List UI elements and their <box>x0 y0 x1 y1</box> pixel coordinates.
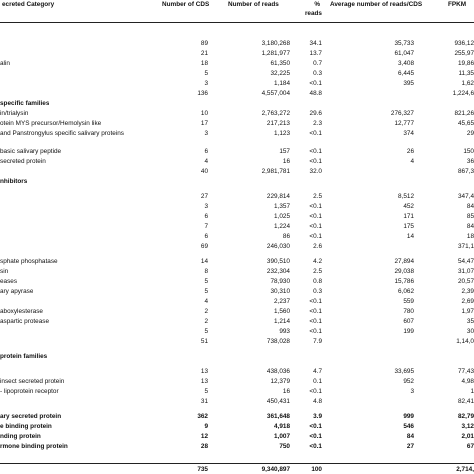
row-fpkm: 19,86 <box>458 60 474 67</box>
row-fpkm: 29 <box>466 130 474 137</box>
table-row <box>0 193 474 201</box>
row-number-of-cds: 31 <box>200 398 208 405</box>
row-average-reads: 3 <box>410 388 414 395</box>
row-category: eases <box>0 278 18 285</box>
row-number-of-reads: 16 <box>282 388 290 395</box>
header-number-of-reads: Number of reads <box>228 1 279 8</box>
row-category: - lipoprotein receptor <box>0 388 59 395</box>
row-number-of-cds: 735 <box>197 466 208 473</box>
row-number-of-reads: 12,379 <box>270 378 290 385</box>
table-row <box>0 338 474 346</box>
row-fpkm: 1,14,0 <box>456 338 474 345</box>
row-number-of-reads: 361,648 <box>266 413 290 420</box>
row-number-of-reads: 217,213 <box>266 120 290 127</box>
row-percent-reads: 2.5 <box>313 268 322 275</box>
row-number-of-cds: 2 <box>204 318 208 325</box>
row-average-reads: 607 <box>403 318 414 325</box>
table-row <box>0 168 474 176</box>
header-percent-sign: % <box>314 1 320 8</box>
row-category: specific families <box>0 100 50 107</box>
row-average-reads: 4 <box>410 158 414 165</box>
row-fpkm: 31,07 <box>458 268 474 275</box>
row-number-of-cds: 362 <box>197 413 208 420</box>
row-percent-reads: 4.2 <box>313 258 322 265</box>
row-number-of-cds: 5 <box>204 288 208 295</box>
row-category: otein MYS precursor/Hemolysin like <box>0 120 102 127</box>
row-average-reads: 27 <box>406 443 414 450</box>
row-number-of-cds: 3 <box>204 203 208 210</box>
row-average-reads: 199 <box>403 328 414 335</box>
row-number-of-cds: 14 <box>200 258 208 265</box>
row-number-of-reads: 1,560 <box>274 308 290 315</box>
row-number-of-cds: 69 <box>200 243 208 250</box>
row-category: basic salivary peptide <box>0 148 62 155</box>
row-category: ary secreted protein <box>0 413 62 420</box>
row-number-of-reads: 16 <box>282 158 290 165</box>
row-percent-reads: 4.8 <box>313 398 322 405</box>
total-rule <box>0 463 474 464</box>
row-average-reads: 780 <box>403 308 414 315</box>
row-number-of-cds: 18 <box>200 60 208 67</box>
row-fpkm: 45,65 <box>458 120 474 127</box>
row-percent-reads: <0.1 <box>309 388 322 395</box>
row-fpkm: 35 <box>466 318 474 325</box>
header-category: ecreted Category <box>2 1 55 8</box>
row-number-of-cds: 21 <box>200 50 208 57</box>
table-row <box>0 258 474 266</box>
row-number-of-reads: 993 <box>279 328 290 335</box>
row-fpkm: 2,714, <box>456 466 474 473</box>
row-percent-reads: 3.9 <box>313 413 322 420</box>
table-row <box>0 223 474 231</box>
row-number-of-reads: 232,304 <box>266 268 290 275</box>
row-fpkm: 85 <box>466 213 474 220</box>
row-number-of-reads: 1,184 <box>274 80 290 87</box>
row-percent-reads: 13.7 <box>309 50 322 57</box>
row-number-of-reads: 61,350 <box>270 60 290 67</box>
table-row <box>0 158 474 166</box>
row-number-of-cds: 51 <box>200 338 208 345</box>
row-average-reads: 3,408 <box>398 60 414 67</box>
table-row <box>0 120 474 128</box>
row-fpkm: 11,35 <box>458 70 474 77</box>
row-fpkm: 20,57 <box>458 278 474 285</box>
row-average-reads: 999 <box>403 413 414 420</box>
row-fpkm: 1,62 <box>461 80 474 87</box>
table-row <box>0 413 474 421</box>
table-row <box>0 100 474 108</box>
row-number-of-cds: 4 <box>204 158 208 165</box>
row-category: e binding protein <box>0 423 52 430</box>
table-row <box>0 353 474 361</box>
row-fpkm: 867,3 <box>458 168 474 175</box>
table-row <box>0 80 474 88</box>
table-row <box>0 433 474 441</box>
row-percent-reads: <0.1 <box>309 80 322 87</box>
row-percent-reads: 100 <box>311 466 322 473</box>
row-category: ary apyrase <box>0 288 34 295</box>
row-number-of-reads: 1,123 <box>274 130 290 137</box>
row-percent-reads: <0.1 <box>309 328 322 335</box>
row-percent-reads: 0.7 <box>313 60 322 67</box>
row-average-reads: 12,777 <box>394 120 414 127</box>
row-category: aboxylesterase <box>0 308 43 315</box>
row-average-reads: 29,038 <box>394 268 414 275</box>
table-row <box>0 443 474 451</box>
header-percent-reads: reads <box>304 10 322 17</box>
row-fpkm: 84 <box>466 203 474 210</box>
row-category: insect secreted protein <box>0 378 65 385</box>
row-number-of-cds: 13 <box>200 378 208 385</box>
row-number-of-cds: 7 <box>204 223 208 230</box>
row-fpkm: 18 <box>466 233 474 240</box>
row-percent-reads: <0.1 <box>309 308 322 315</box>
row-percent-reads: 0.1 <box>313 378 322 385</box>
row-fpkm: 150 <box>463 148 474 155</box>
row-number-of-reads: 1,007 <box>274 433 290 440</box>
row-category: secreted protein <box>0 158 46 165</box>
row-number-of-cds: 12 <box>200 433 208 440</box>
row-category: nding protein <box>0 433 41 440</box>
row-average-reads: 15,786 <box>394 278 414 285</box>
row-percent-reads: <0.1 <box>309 298 322 305</box>
header-number-of-cds: Number of CDS <box>162 1 210 8</box>
row-average-reads: 35,733 <box>394 40 414 47</box>
row-number-of-reads: 1,281,977 <box>261 50 290 57</box>
row-percent-reads: <0.1 <box>309 318 322 325</box>
row-fpkm: 936,12 <box>454 40 474 47</box>
row-fpkm: 371,1 <box>458 243 474 250</box>
row-fpkm: 2,39 <box>461 288 474 295</box>
row-percent-reads: <0.1 <box>309 203 322 210</box>
row-fpkm: 82,41 <box>458 398 474 405</box>
table-row <box>0 398 474 406</box>
row-number-of-cds: 136 <box>197 90 208 97</box>
row-category: sin <box>0 268 9 275</box>
row-number-of-reads: 229,814 <box>266 193 290 200</box>
row-average-reads: 559 <box>403 298 414 305</box>
table-row <box>0 423 474 431</box>
row-number-of-reads: 438,036 <box>266 368 290 375</box>
row-number-of-cds: 6 <box>204 148 208 155</box>
row-percent-reads: <0.1 <box>309 130 322 137</box>
row-percent-reads: 2.5 <box>313 193 322 200</box>
row-fpkm: 77,43 <box>458 368 474 375</box>
row-average-reads: 171 <box>403 213 414 220</box>
row-number-of-cds: 3 <box>204 130 208 137</box>
row-category: nhibitors <box>0 178 28 185</box>
row-fpkm: 1 <box>470 388 474 395</box>
row-percent-reads: 7.9 <box>313 338 322 345</box>
row-number-of-cds: 13 <box>200 368 208 375</box>
row-fpkm: 1,224,6 <box>452 90 474 97</box>
row-percent-reads: 32.0 <box>309 168 322 175</box>
header-fpkm: FPKM <box>448 1 467 8</box>
table-row <box>0 318 474 326</box>
row-number-of-cds: 6 <box>204 233 208 240</box>
row-number-of-cds: 8 <box>204 268 208 275</box>
row-number-of-cds: 40 <box>200 168 208 175</box>
table-row <box>0 203 474 211</box>
row-percent-reads: 29.6 <box>309 110 322 117</box>
header-average-reads-per-cds: Average number of reads/CDS <box>330 1 423 8</box>
row-number-of-cds: 2 <box>204 308 208 315</box>
row-number-of-reads: 1,214 <box>274 318 290 325</box>
row-number-of-cds: 3 <box>204 80 208 87</box>
row-number-of-reads: 3,180,268 <box>261 40 290 47</box>
row-number-of-reads: 2,237 <box>274 298 290 305</box>
row-percent-reads: <0.1 <box>309 443 322 450</box>
row-average-reads: 276,327 <box>390 110 414 117</box>
row-fpkm: 30 <box>466 328 474 335</box>
row-number-of-reads: 9,340,897 <box>261 466 290 473</box>
row-number-of-reads: 1,025 <box>274 213 290 220</box>
row-number-of-reads: 32,225 <box>270 70 290 77</box>
header-rule <box>0 22 474 23</box>
row-number-of-reads: 4,918 <box>274 423 290 430</box>
row-average-reads: 452 <box>403 203 414 210</box>
row-number-of-reads: 390,510 <box>266 258 290 265</box>
row-number-of-cds: 5 <box>204 70 208 77</box>
row-number-of-cds: 10 <box>200 110 208 117</box>
table-row <box>0 268 474 276</box>
table-row <box>0 233 474 241</box>
row-number-of-cds: 27 <box>200 193 208 200</box>
row-average-reads: 26 <box>406 148 414 155</box>
table-row <box>0 178 474 186</box>
row-percent-reads: 34.1 <box>309 40 322 47</box>
row-average-reads: 61,047 <box>394 50 414 57</box>
row-percent-reads: 48.8 <box>309 90 322 97</box>
row-number-of-reads: 1,224 <box>274 223 290 230</box>
row-fpkm: 1,97 <box>461 308 474 315</box>
table-row <box>0 70 474 78</box>
row-number-of-cds: 6 <box>204 213 208 220</box>
table-row <box>0 466 474 474</box>
table-row <box>0 378 474 386</box>
row-number-of-cds: 5 <box>204 328 208 335</box>
row-category: sphate phosphatase <box>0 258 58 265</box>
row-percent-reads: <0.1 <box>309 423 322 430</box>
row-percent-reads: 0.3 <box>313 70 322 77</box>
row-average-reads: 8,512 <box>398 193 414 200</box>
table-row <box>0 308 474 316</box>
row-category: in/trialysin <box>0 110 29 117</box>
row-number-of-reads: 86 <box>282 233 290 240</box>
row-category: aspartic protease <box>0 318 50 325</box>
row-number-of-cds: 28 <box>200 443 208 450</box>
row-number-of-reads: 750 <box>279 443 290 450</box>
row-percent-reads: <0.1 <box>309 148 322 155</box>
row-fpkm: 84 <box>466 223 474 230</box>
row-number-of-reads: 78,930 <box>270 278 290 285</box>
row-category: protein families <box>0 353 48 360</box>
row-fpkm: 3,12 <box>461 423 474 430</box>
row-percent-reads: <0.1 <box>309 433 322 440</box>
row-percent-reads: 0.8 <box>313 278 322 285</box>
row-percent-reads: <0.1 <box>309 223 322 230</box>
row-fpkm: 2,01 <box>461 433 474 440</box>
row-percent-reads: 2.3 <box>313 120 322 127</box>
row-fpkm: 2,69 <box>461 298 474 305</box>
row-fpkm: 347,4 <box>458 193 474 200</box>
row-number-of-cds: 4 <box>204 298 208 305</box>
row-number-of-cds: 5 <box>204 388 208 395</box>
row-number-of-reads: 4,557,004 <box>261 90 290 97</box>
row-number-of-cds: 89 <box>200 40 208 47</box>
row-fpkm: 4,98 <box>461 378 474 385</box>
row-percent-reads: <0.1 <box>309 233 322 240</box>
row-average-reads: 33,695 <box>394 368 414 375</box>
row-percent-reads: 4.7 <box>313 368 322 375</box>
row-number-of-reads: 450,431 <box>266 398 290 405</box>
table-row <box>0 288 474 296</box>
row-average-reads: 546 <box>403 423 414 430</box>
row-fpkm: 36 <box>466 158 474 165</box>
row-category: rmone binding protein <box>0 443 68 450</box>
row-fpkm: 67 <box>466 443 474 450</box>
table-row <box>0 243 474 251</box>
row-average-reads: 84 <box>406 433 414 440</box>
row-category: and Panstrongylus specific salivary proteins <box>0 130 124 137</box>
table-row <box>0 90 474 98</box>
row-category: alin <box>0 60 10 67</box>
row-average-reads: 374 <box>403 130 414 137</box>
table-row <box>0 130 474 138</box>
row-number-of-reads: 30,310 <box>270 288 290 295</box>
table-row <box>0 298 474 306</box>
row-fpkm: 82,79 <box>458 413 474 420</box>
row-number-of-reads: 2,763,272 <box>261 110 290 117</box>
row-percent-reads: <0.1 <box>309 213 322 220</box>
table-row <box>0 110 474 118</box>
row-number-of-reads: 1,357 <box>274 203 290 210</box>
table-row <box>0 40 474 48</box>
table-row <box>0 368 474 376</box>
row-average-reads: 175 <box>403 223 414 230</box>
row-percent-reads: <0.1 <box>309 158 322 165</box>
table-row <box>0 50 474 58</box>
table-row <box>0 388 474 396</box>
row-number-of-reads: 157 <box>279 148 290 155</box>
row-percent-reads: 0.3 <box>313 288 322 295</box>
row-average-reads: 6,062 <box>398 288 414 295</box>
row-percent-reads: 2.6 <box>313 243 322 250</box>
row-fpkm: 255,97 <box>454 50 474 57</box>
table-row <box>0 328 474 336</box>
row-number-of-reads: 246,030 <box>266 243 290 250</box>
row-number-of-cds: 9 <box>204 423 208 430</box>
table-row <box>0 60 474 68</box>
row-average-reads: 14 <box>406 233 414 240</box>
row-average-reads: 395 <box>403 80 414 87</box>
row-number-of-reads: 2,981,781 <box>261 168 290 175</box>
row-number-of-reads: 738,028 <box>266 338 290 345</box>
row-number-of-cds: 17 <box>200 120 208 127</box>
row-average-reads: 27,894 <box>394 258 414 265</box>
row-average-reads: 952 <box>403 378 414 385</box>
table-row <box>0 278 474 286</box>
row-average-reads: 6,445 <box>398 70 414 77</box>
table-row <box>0 148 474 156</box>
table-row <box>0 213 474 221</box>
row-number-of-cds: 5 <box>204 278 208 285</box>
row-fpkm: 54,47 <box>458 258 474 265</box>
row-fpkm: 821,26 <box>454 110 474 117</box>
